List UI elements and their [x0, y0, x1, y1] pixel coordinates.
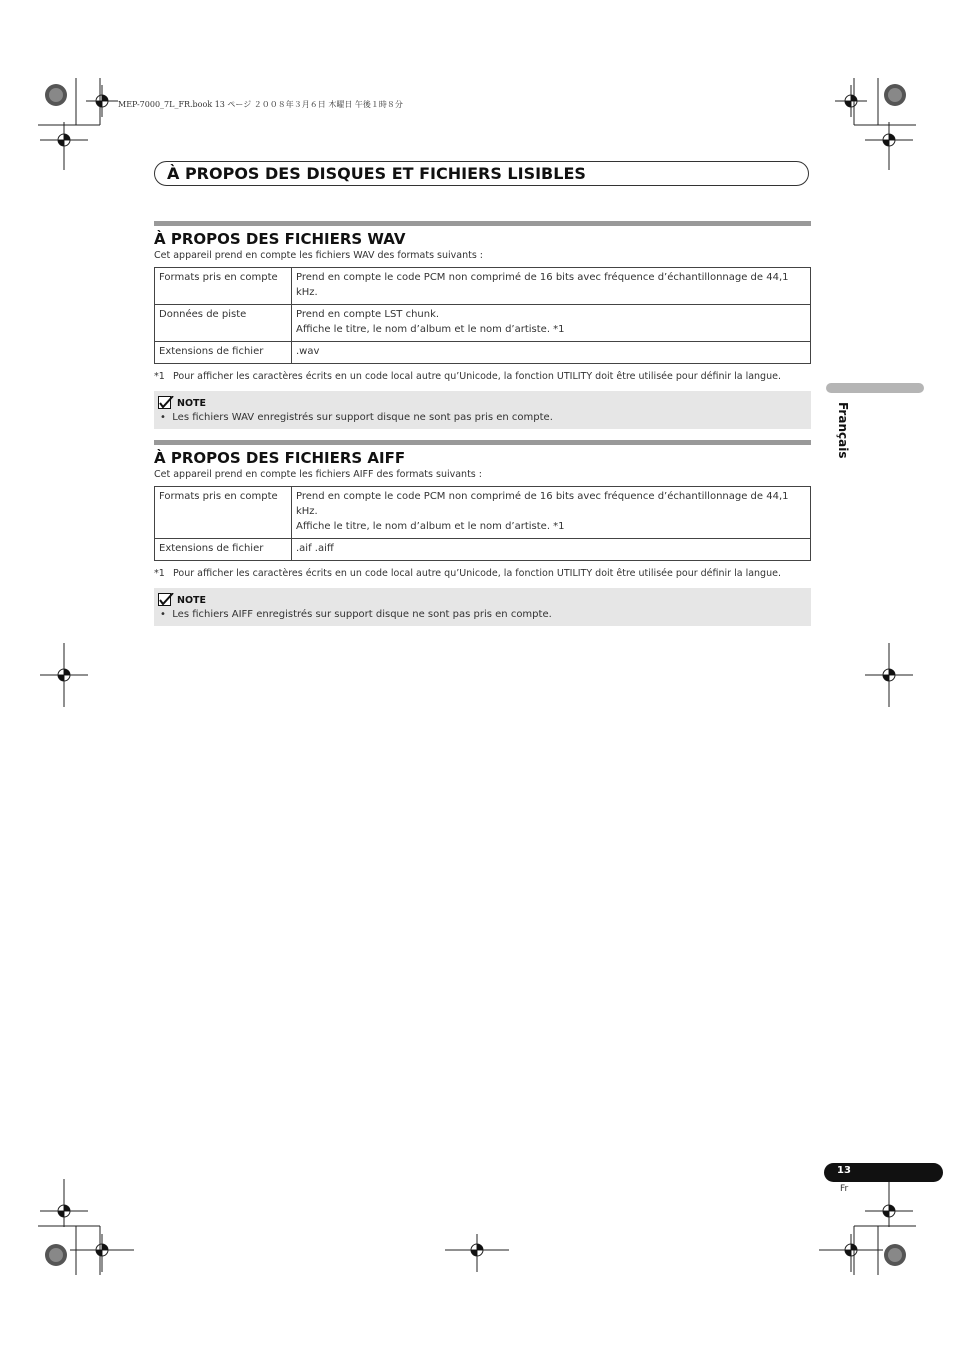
row-label: Formats pris en compte [155, 268, 292, 305]
section-title: À PROPOS DES FICHIERS AIFF [154, 449, 406, 467]
table-row [155, 487, 811, 539]
checkmark-icon [158, 593, 174, 607]
row-label: Extensions de fichier [155, 539, 292, 561]
chapter-title: À PROPOS DES DISQUES ET FICHIERS LISIBLES [167, 164, 586, 183]
section-intro: Cet appareil prend en compte les fichiers WAV des formats suivants : [154, 250, 484, 261]
row-value [292, 268, 811, 305]
table-row [155, 268, 811, 305]
page-language: Fr [840, 1184, 849, 1194]
row-value-line: Affiche le titre, le nom d’album et le nom d’artiste. *1 [296, 324, 565, 335]
note-label: NOTE [177, 397, 206, 409]
page-number: 13 [837, 1165, 851, 1176]
note-item-text: Les fichiers WAV enregistrés sur support disque ne sont pas pris en compte. [172, 412, 553, 423]
row-value [292, 487, 811, 539]
footnote-marker: *1 [154, 371, 165, 382]
row-label: Données de piste [155, 305, 292, 342]
section-aiff [154, 440, 811, 626]
language-tab: Français [836, 402, 850, 459]
page-number-pill [824, 1163, 943, 1182]
footnote [154, 371, 811, 382]
chapter-banner [154, 161, 809, 186]
row-value [292, 305, 811, 342]
section-rule [154, 221, 811, 226]
row-value [292, 539, 811, 561]
note-label: NOTE [177, 594, 206, 606]
row-label: Formats pris en compte [155, 487, 292, 539]
note-head [158, 593, 807, 607]
section-wav [154, 221, 811, 429]
section-intro: Cet appareil prend en compte les fichiers AIFF des formats suivants : [154, 469, 482, 480]
note-box [154, 391, 811, 429]
footnote-text: Pour afficher les caractères écrits en un code local autre qu’Unicode, la fonction UTILITY doit être utilisée pour définir la langue. [173, 371, 781, 382]
note-item: • Les fichiers AIFF enregistrés sur support disque ne sont pas pris en compte. [160, 609, 552, 620]
print-header: MEP-7000_7L_FR.book 13 ページ ２００８年３月６日 木曜日 午後１時８分 [118, 100, 403, 109]
row-value-line: Prend en compte LST chunk. [296, 309, 440, 320]
note-head [158, 396, 807, 410]
spec-table-aiff [154, 486, 811, 561]
row-value-line: Affiche le titre, le nom d’album et le nom d’artiste. *1 [296, 521, 565, 532]
row-value-line: Prend en compte le code PCM non comprimé de 16 bits avec fréquence d’échantillonnage de 44,1 kHz. [296, 491, 789, 517]
note-item: • Les fichiers WAV enregistrés sur support disque ne sont pas pris en compte. [160, 412, 553, 423]
checkmark-icon [158, 396, 174, 410]
row-value-line: Prend en compte le code PCM non comprimé de 16 bits avec fréquence d’échantillonnage de 44,1 kHz. [296, 272, 789, 298]
table-row [155, 539, 811, 561]
language-tab-bar [826, 383, 924, 393]
footnote-text: Pour afficher les caractères écrits en un code local autre qu’Unicode, la fonction UTILITY doit être utilisée pour définir la langue. [173, 568, 781, 579]
table-row [155, 305, 811, 342]
row-label: Extensions de fichier [155, 342, 292, 364]
spec-table-wav [154, 267, 811, 364]
footnote-marker: *1 [154, 568, 165, 579]
section-title: À PROPOS DES FICHIERS WAV [154, 230, 406, 248]
note-box [154, 588, 811, 626]
row-value [292, 342, 811, 364]
footnote [154, 568, 811, 579]
table-row [155, 342, 811, 364]
note-item-text: Les fichiers AIFF enregistrés sur support disque ne sont pas pris en compte. [172, 609, 552, 620]
section-rule [154, 440, 811, 445]
row-value-line: .wav [296, 346, 320, 357]
row-value-line: .aif .aiff [296, 543, 334, 554]
